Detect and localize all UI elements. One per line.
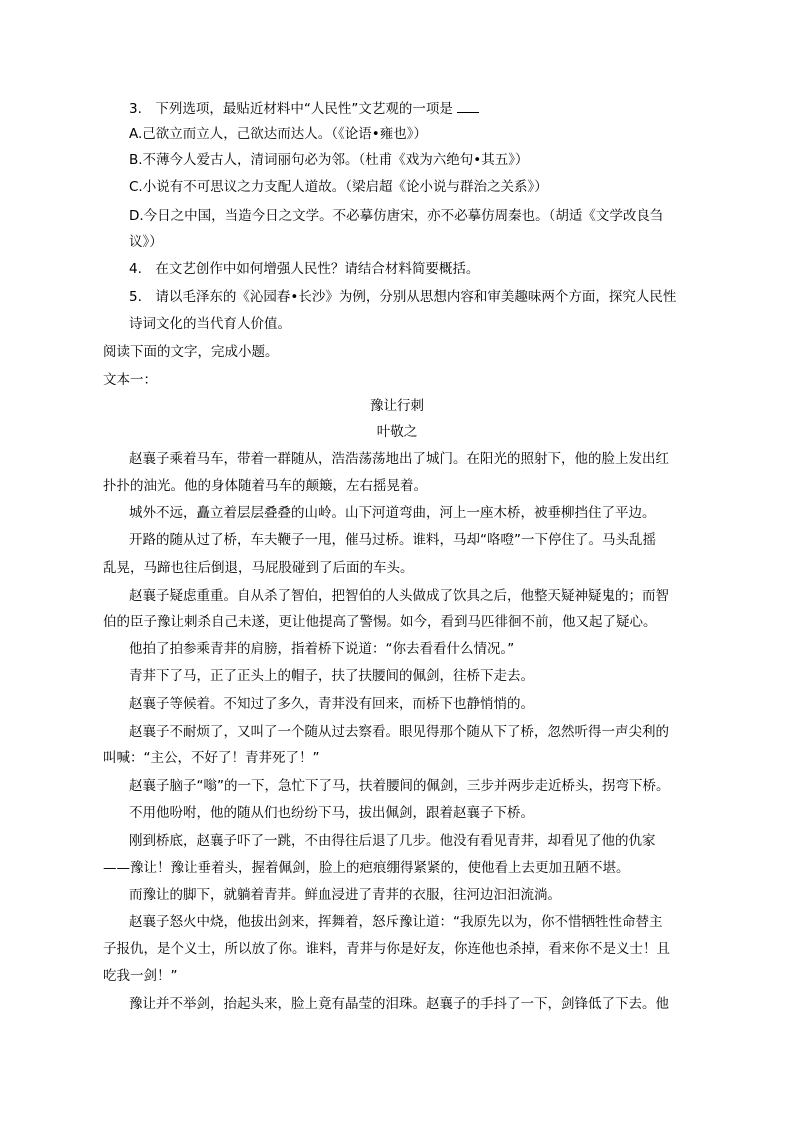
question-5-cont: 诗词文化的当代育人价值。	[129, 316, 291, 332]
story-line: 而豫让的脚下，就躺着青荓。鲜血浸进了青荓的衣服，往河边汩汩流淌。	[129, 887, 561, 903]
answer-blank	[457, 100, 479, 113]
story-line: 不用他吩咐，他的随从们也纷纷下马，拔出佩剑，跟着赵襄子下桥。	[129, 805, 534, 821]
reading-instruction: 阅读下面的文字，完成小题。	[103, 344, 279, 360]
story-line: 子报仇，是个义士，所以放了你。谁料，青荓与你是好友，你连他也杀掉，看来你不是义士！且	[103, 941, 670, 957]
story-line: ——豫让！豫让垂着头，握着佩剑，脸上的疤痕绷得紧紧的，使他看上去更加丑陋不堪。	[103, 860, 630, 876]
question-3-option-b: B.不薄今人爱古人，清词丽句必为邻。（杜甫《戏为六绝句•其五》）	[129, 152, 529, 168]
text-label: 文本一：	[103, 372, 157, 388]
story-line: 赵襄子等候着。不知过了多久，青荓没有回来，而桥下也静悄悄的。	[129, 696, 534, 712]
story-line: 城外不远，矗立着层层叠叠的山岭。山下河道弯曲，河上一座木桥，被垂柳挡住了平边。	[129, 505, 656, 521]
story-line: 豫让并不举剑，抬起头来，脸上竟有晶莹的泪珠。赵襄子的手抖了一下，剑锋低了下去。他	[129, 996, 669, 1012]
story-line: 赵襄子脑子“嗡”的一下，急忙下了马，扶着腰间的佩剑，三步并两步走近桥头，拐弯下桥。	[129, 778, 670, 794]
story-line: 刚到桥底，赵襄子吓了一跳，不由得往后退了几步。他没有看见青荓，却看见了他的仇家	[129, 833, 656, 849]
question-3-option-d: D.今日之中国，当造今日之文学。不必摹仿唐宋，亦不必摹仿周秦也。（胡适《文学改良刍	[129, 208, 664, 224]
story-line: 叫喊：“主公，不好了！青荓死了！”	[103, 750, 320, 766]
question-3-option-c: C.小说有不可思议之力支配人道故。（梁启超《论小说与群治之关系》）	[129, 179, 548, 195]
story-line: 他拍了拍参乘青荓的肩膀，指着桥下说道：“你去看看什么情况。”	[129, 641, 515, 657]
story-line: 乱晃，马蹄也往后倒退，马屁股碰到了后面的车头。	[103, 560, 414, 576]
story-line: 赵襄子怒火中烧，他拔出剑来，挥舞着，怒斥豫让道：“我原先以为，你不惜牺牲性命替主	[129, 914, 663, 930]
story-line: 赵襄子乘着马车，带着一群随从，浩浩荡荡地出了城门。在阳光的照射下，他的脸上发出红	[129, 451, 669, 467]
question-3-option-a: A.己欲立而立人，己欲达而达人。（《论语•雍也》）	[129, 126, 428, 142]
question-3-option-d-cont: 议》）	[129, 234, 163, 250]
story-line: 吃我一剑！”	[103, 968, 178, 984]
story-line: 赵襄子疑虑重重。自从杀了智伯，把智伯的人头做成了饮具之后，他整天疑神疑鬼的；而智	[129, 588, 669, 604]
story-line: 伯的臣子豫让刺杀自己未遂，更让他提高了警惕。如今，看到马匹徘徊不前，他又起了疑心。	[103, 614, 657, 630]
question-5: 5. 请以毛泽东的《沁园春•长沙》为例，分别从思想内容和审美趣味两个方面，探究人民性	[129, 289, 677, 305]
question-4: 4. 在文艺创作中如何增强人民性？请结合材料简要概括。	[129, 261, 480, 277]
story-line: 开路的随从过了桥，车夫鞭子一甩，催马过桥。谁料，马却“咯噔”一下停住了。马头乱摇	[129, 532, 656, 548]
story-line: 扑扑的油光。他的身体随着马车的颠簸，左右摇晃着。	[103, 478, 427, 494]
story-line: 赵襄子不耐烦了，又叫了一个随从过去察看。眼见得那个随从下了桥，忽然听得一声尖利的	[129, 724, 669, 740]
question-3-stem: 3. 下列选项，最贴近材料中“人民性”文艺观的一项是	[129, 99, 479, 119]
story-title: 豫让行刺	[370, 398, 424, 414]
story-line: 青荓下了马，正了正头上的帽子，扶了扶腰间的佩剑，往桥下走去。	[129, 668, 534, 684]
story-author: 叶敬之	[376, 424, 418, 440]
